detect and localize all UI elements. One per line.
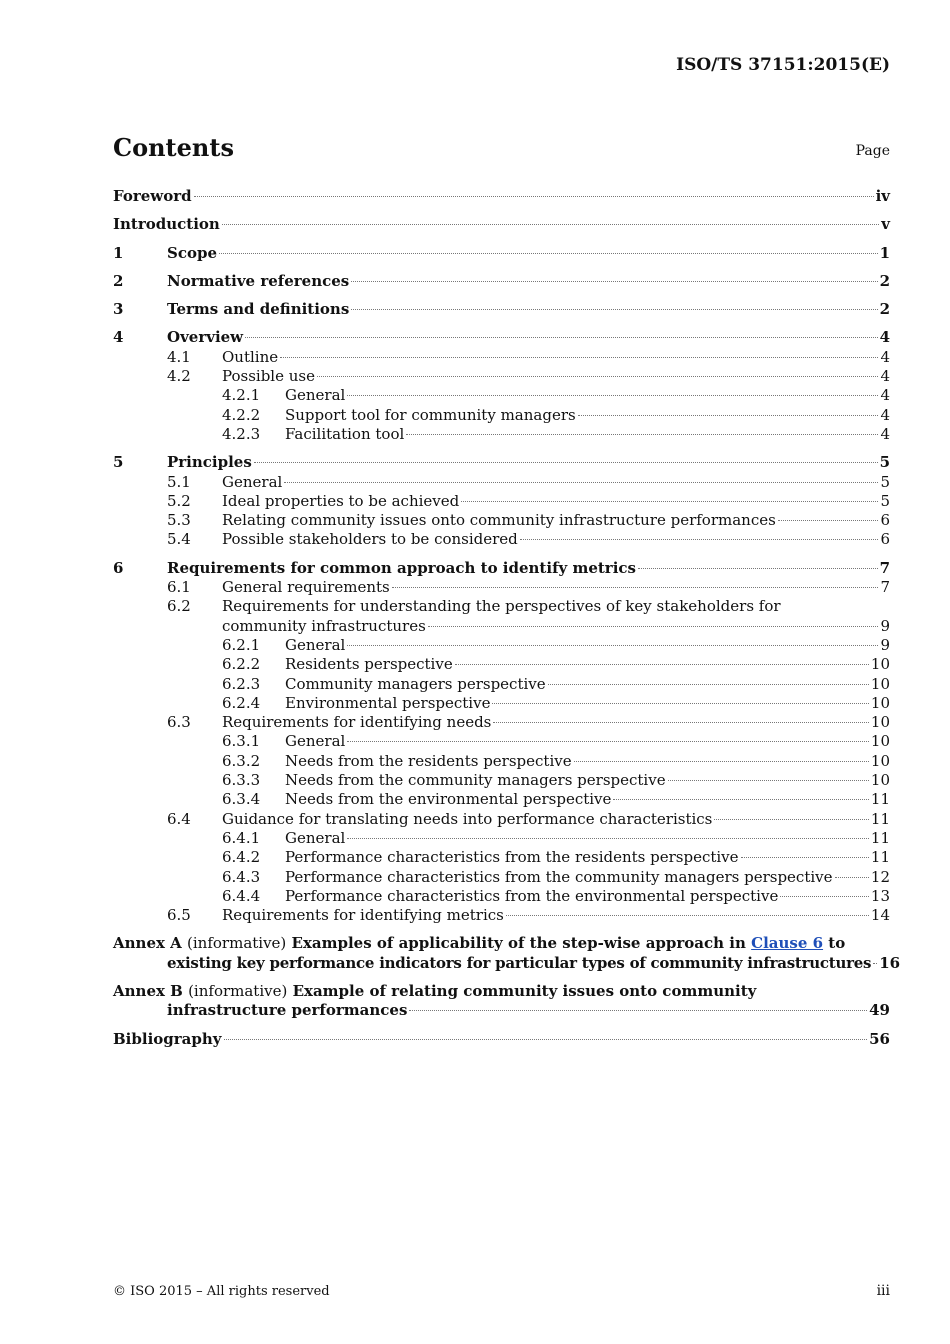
toc-page: 7 [879, 558, 890, 577]
toc-entry-4-2[interactable] [113, 367, 890, 386]
toc-number: 5.3 [167, 511, 191, 530]
toc-page: 10 [870, 713, 890, 732]
toc-page: 4 [880, 367, 890, 386]
dot-leader [406, 434, 878, 435]
dot-leader [245, 337, 877, 338]
annex-title-line2: infrastructure performances [167, 1001, 408, 1020]
toc-entry-5[interactable] [113, 453, 890, 472]
toc-title: Needs from the community managers perspective [285, 771, 666, 790]
toc-title: Introduction [113, 215, 220, 234]
toc-entry-6-4-2[interactable] [113, 848, 890, 867]
annex-title-line1: Example of relating community issues onto community [292, 981, 757, 1000]
toc-entry-foreword[interactable] [113, 187, 890, 206]
toc-entry-3[interactable] [113, 300, 890, 319]
toc-number: 5.4 [167, 530, 191, 549]
toc-entry-5-4[interactable] [113, 530, 890, 549]
toc-page: 2 [879, 271, 890, 290]
toc-page: 6 [880, 511, 890, 530]
document-id: ISO/TS 37151:2015(E) [676, 55, 890, 75]
clause-6-link[interactable]: Clause 6 [751, 934, 824, 953]
dot-leader [254, 462, 878, 463]
toc-entry-4-2-1[interactable] [113, 386, 890, 405]
toc-entry-6-2-2[interactable] [113, 655, 890, 674]
toc-number: 6.1 [167, 578, 191, 597]
toc-title: Overview [167, 328, 244, 347]
dot-leader [351, 281, 877, 282]
toc-title: Outline [222, 347, 279, 366]
toc-entry-6-4[interactable] [113, 810, 890, 829]
dot-leader [835, 877, 869, 878]
toc-title: Community managers perspective [285, 674, 546, 693]
toc-title: General requirements [222, 578, 390, 597]
toc-title: Environmental perspective [285, 693, 491, 712]
toc-number: 5.2 [167, 491, 191, 510]
toc-title: Bibliography [113, 1029, 222, 1048]
toc-entry-4[interactable] [113, 328, 890, 347]
toc-number: 6.3.4 [222, 790, 261, 809]
dot-leader [778, 520, 879, 521]
toc-title: Foreword [113, 187, 192, 205]
toc-title: Requirements for common approach to identify metrics [167, 558, 636, 577]
annex-label: Annex A [113, 934, 182, 953]
toc-number: 6.5 [167, 906, 191, 925]
toc-page: 16 [879, 953, 901, 972]
toc-page: 4 [880, 347, 890, 366]
dot-leader [347, 645, 878, 646]
dot-leader [873, 963, 877, 964]
toc-title: Requirements for identifying metrics [222, 906, 504, 925]
toc-number: 6.3.3 [222, 771, 261, 790]
toc-title: General [285, 386, 346, 405]
toc-number: 2 [113, 271, 124, 290]
toc-page: 4 [880, 386, 890, 405]
dot-leader [506, 915, 869, 916]
toc-entry-6-4-3[interactable] [113, 868, 890, 887]
dot-leader [347, 838, 869, 839]
toc-entry-6-3[interactable] [113, 713, 890, 732]
dot-leader [347, 741, 869, 742]
toc-title: General [222, 472, 283, 491]
page-number: iii [876, 1283, 890, 1299]
toc-title: Facilitation tool [285, 424, 405, 443]
toc-page: 13 [870, 886, 890, 905]
dot-leader [284, 482, 878, 483]
dot-leader [317, 376, 878, 377]
toc-number: 1 [113, 243, 124, 262]
toc-title: Support tool for community managers [285, 405, 576, 424]
toc-page: 10 [870, 732, 890, 751]
dot-leader [347, 395, 878, 396]
toc-title: Needs from the residents perspective [285, 751, 572, 770]
toc-entry-6-3-4[interactable] [113, 790, 890, 809]
toc-entry-6-5[interactable] [113, 906, 890, 925]
dot-leader [638, 568, 878, 569]
toc-title: Residents perspective [285, 655, 453, 674]
toc-page: 2 [879, 300, 890, 319]
toc-page: 10 [870, 771, 890, 790]
dot-leader [780, 896, 869, 897]
toc-page: 6 [880, 530, 890, 549]
toc-title: Performance characteristics from the environmental perspective [285, 886, 779, 905]
toc-entry-4-1[interactable] [113, 348, 890, 367]
dot-leader [668, 780, 869, 781]
toc-title: Relating community issues onto community infrastructure performances [222, 511, 776, 530]
toc-title: Possible stakeholders to be considered [222, 530, 518, 549]
toc-entry-annex-a[interactable] [113, 934, 890, 953]
copyright-notice: © ISO 2015 – All rights reserved [113, 1284, 330, 1299]
toc-number: 3 [113, 300, 124, 319]
toc-entry-6-1[interactable] [113, 578, 890, 597]
toc-entry-1[interactable] [113, 244, 890, 263]
dot-leader [741, 857, 869, 858]
dot-leader [409, 1010, 867, 1011]
page-column-label: Page [855, 143, 890, 159]
toc-page: 1 [879, 243, 890, 262]
toc-entry-4-2-3[interactable] [113, 425, 890, 444]
dot-leader [428, 626, 879, 627]
toc-title: Principles [167, 453, 252, 472]
dot-leader [548, 684, 869, 685]
toc-number: 4 [113, 328, 124, 347]
toc-page: 10 [870, 655, 890, 674]
toc-title: General [285, 732, 346, 751]
toc-title: Normative references [167, 271, 350, 290]
dot-leader [219, 253, 878, 254]
toc-entry-6-2[interactable] [113, 597, 890, 616]
annex-kind: (informative) [187, 934, 287, 953]
toc-page: 11 [870, 790, 890, 809]
toc-number: 4.2.1 [222, 386, 261, 405]
toc-entry-bibliography[interactable] [113, 1030, 890, 1049]
toc-number: 6.3.1 [222, 732, 261, 751]
toc-title: Requirements for identifying needs [222, 713, 492, 732]
toc-page: iv [875, 187, 890, 205]
toc-entry-6-3-1[interactable] [113, 732, 890, 751]
annex-title-after-link: to [828, 934, 846, 953]
toc-number: 6.2.3 [222, 674, 261, 693]
toc-entry-6-2-4[interactable] [113, 694, 890, 713]
toc-entry-6-2-3[interactable] [113, 675, 890, 694]
toc-number: 6 [113, 558, 124, 577]
toc-entry-2[interactable] [113, 272, 890, 291]
toc-title: Needs from the environmental perspective [285, 790, 612, 809]
toc-page: 11 [870, 809, 890, 828]
toc-entry-5-2[interactable] [113, 492, 890, 511]
toc-page: 9 [880, 616, 890, 635]
toc-page: 5 [879, 453, 890, 472]
toc-number: 6.2.4 [222, 693, 261, 712]
toc-entry-4-2-2[interactable] [113, 406, 890, 425]
toc-title: Possible use [222, 367, 315, 386]
dot-leader [280, 357, 878, 358]
toc-page: 12 [870, 867, 890, 886]
toc-title: Performance characteristics from the community managers perspective [285, 867, 833, 886]
toc-entry-annex-b-continued[interactable] [113, 1001, 890, 1020]
dot-leader [520, 539, 879, 540]
dot-leader [351, 309, 877, 310]
dot-leader [578, 415, 879, 416]
toc-page: 5 [880, 472, 890, 491]
toc-title: Guidance for translating needs into performance characteristics [222, 809, 713, 828]
toc-number: 6.2.2 [222, 655, 261, 674]
dot-leader [461, 501, 878, 502]
toc-number: 6.2 [167, 597, 191, 616]
toc-number: 5.1 [167, 472, 191, 491]
toc-page: 9 [880, 635, 890, 654]
dot-leader [714, 819, 869, 820]
toc-number: 6.3 [167, 713, 191, 732]
toc-page: 14 [870, 906, 890, 925]
toc-number: 5 [113, 453, 124, 472]
toc-page: 56 [869, 1029, 890, 1048]
toc-title: Performance characteristics from the residents perspective [285, 848, 739, 867]
toc-entry-5-3[interactable] [113, 511, 890, 530]
toc-number: 6.4.1 [222, 828, 261, 847]
toc-page: 11 [870, 848, 890, 867]
toc-title: General [285, 828, 346, 847]
toc-title: General [285, 635, 346, 654]
toc-entry-6-3-2[interactable] [113, 752, 890, 771]
toc-number: 6.3.2 [222, 751, 261, 770]
toc-title: Terms and definitions [167, 300, 350, 319]
toc-page: 4 [879, 328, 890, 347]
toc-entry-introduction[interactable] [113, 215, 890, 234]
toc-title-line2: community infrastructures [222, 616, 426, 635]
toc-number: 6.4.3 [222, 867, 261, 886]
annex-kind: (informative) [188, 981, 288, 1000]
toc-entry-6-4-1[interactable] [113, 829, 890, 848]
annex-title-line1: Examples of applicability of the step-wise approach in [291, 934, 746, 953]
toc-page: 5 [880, 491, 890, 510]
dot-leader [613, 799, 869, 800]
toc-title-line1: Requirements for understanding the perspectives of key stakeholders for [222, 597, 781, 616]
toc-page: 4 [880, 424, 890, 443]
toc-page: 7 [880, 578, 890, 597]
toc-page: 10 [870, 674, 890, 693]
toc-entry-6-4-4[interactable] [113, 887, 890, 906]
dot-leader [493, 722, 869, 723]
dot-leader [224, 1039, 868, 1040]
toc-entry-5-1[interactable] [113, 473, 890, 492]
dot-leader [455, 664, 869, 665]
toc-page: 10 [870, 693, 890, 712]
toc-number: 6.4.2 [222, 848, 261, 867]
toc-number: 6.2.1 [222, 635, 261, 654]
toc-page: 11 [870, 828, 890, 847]
table-of-contents [113, 187, 901, 1049]
toc-number: 4.2.2 [222, 405, 261, 424]
toc-title: Ideal properties to be achieved [222, 491, 460, 510]
dot-leader [574, 761, 869, 762]
annex-label: Annex B [113, 981, 183, 1000]
toc-entry-6-2-1[interactable] [113, 636, 890, 655]
toc-number: 4.1 [167, 347, 191, 366]
contents-heading: Contents [113, 133, 234, 162]
annex-title-line2: existing key performance indicators for particular types of community infrastructures [167, 953, 872, 972]
dot-leader [392, 587, 879, 588]
toc-number: 6.4.4 [222, 886, 261, 905]
dot-leader [222, 224, 879, 225]
toc-entry-annex-b[interactable] [113, 982, 890, 1001]
toc-entry-annex-a-continued[interactable] [113, 953, 901, 973]
toc-number: 4.2.3 [222, 424, 261, 443]
toc-page: v [881, 215, 890, 234]
dot-leader [492, 703, 868, 704]
toc-page: 10 [870, 751, 890, 770]
toc-page: 49 [869, 1001, 890, 1020]
toc-page: 4 [880, 405, 890, 424]
toc-entry-6[interactable] [113, 559, 890, 578]
toc-entry-6-3-3[interactable] [113, 771, 890, 790]
toc-number: 4.2 [167, 367, 191, 386]
dot-leader [194, 196, 874, 197]
toc-entry-6-2-continued[interactable] [113, 617, 890, 636]
toc-number: 6.4 [167, 809, 191, 828]
toc-title: Scope [167, 243, 218, 262]
